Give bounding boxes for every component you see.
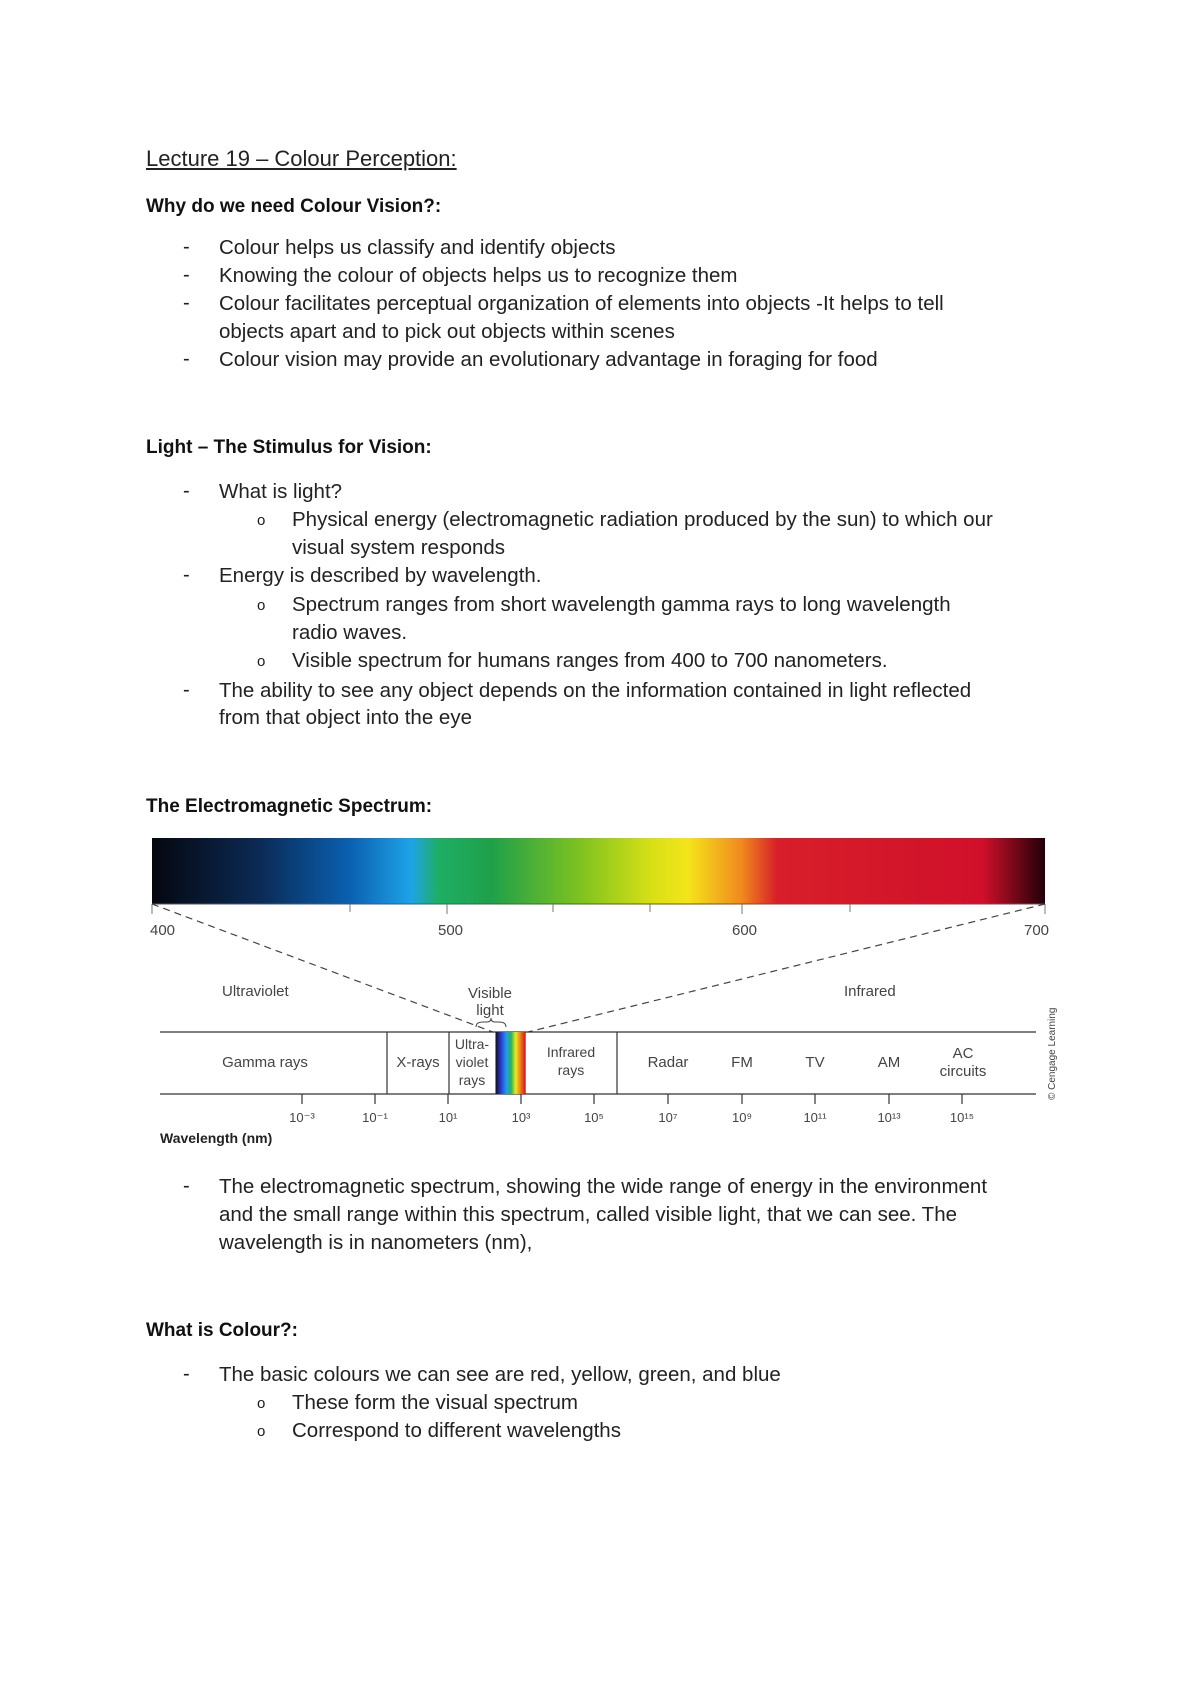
tick-label-700: 700	[1024, 922, 1050, 939]
wavelength-axis-label: Wavelength (nm)	[160, 1130, 273, 1146]
dash-marker: -	[183, 264, 190, 286]
sub-visual-spectrum: These form the visual spectrum	[292, 1391, 578, 1414]
figure-credit: © Cengage Learning	[1047, 1007, 1058, 1100]
band-ir-l2: rays	[557, 1062, 585, 1078]
mini-visible-band	[496, 1032, 525, 1094]
dash-marker: -	[183, 348, 190, 370]
bullet-organization: Colour facilitates perceptual organization of elements into objects -It helps to tell	[219, 292, 944, 315]
page-title: Lecture 19 – Colour Perception:	[146, 146, 457, 171]
scale-label-1e13: 10¹³	[877, 1110, 901, 1125]
band-uv-l2: violet	[455, 1054, 489, 1070]
sub-spectrum-range: Spectrum ranges from short wavelength gamma rays to long wavelength	[292, 593, 951, 616]
sub-spectrum-range-cont: radio waves.	[292, 621, 408, 644]
region-ultraviolet: Ultraviolet	[222, 983, 289, 1000]
scale-label-1e3: 10³	[511, 1110, 531, 1125]
scale-label-1e7: 10⁷	[658, 1110, 678, 1125]
tick-label-600: 600	[732, 922, 758, 939]
tick-label-400: 400	[150, 922, 176, 939]
band-xrays: X-rays	[396, 1054, 440, 1071]
scale-label-1e15: 10¹⁵	[949, 1110, 975, 1125]
bullet-energy-wavelength: Energy is described by wavelength.	[219, 564, 542, 587]
band-radar: Radar	[647, 1054, 689, 1071]
sub-physical-energy-cont: visual system responds	[292, 536, 506, 559]
scale-label-1e5: 10⁵	[584, 1110, 604, 1125]
bullet-recognize: Knowing the colour of objects helps us to recognize them	[219, 264, 738, 287]
scale-label-1e-3: 10⁻³	[289, 1110, 315, 1125]
heading-what-is-colour: What is Colour?:	[146, 1320, 298, 1341]
scale-label-1e-1: 10⁻¹	[362, 1110, 388, 1125]
caption-line-1: The electromagnetic spectrum, showing the wide range of energy in the environment	[219, 1175, 988, 1198]
bullet-what-is-light: What is light?	[219, 480, 343, 503]
dash-marker: -	[183, 236, 190, 258]
band-uv-l3: rays	[458, 1072, 486, 1088]
band-fm: FM	[731, 1054, 753, 1071]
scale-label-1e9: 10⁹	[731, 1110, 753, 1125]
region-infrared: Infrared	[844, 983, 896, 1000]
band-ac-l1: AC	[952, 1045, 974, 1062]
wavelength-scale-ticks	[302, 1094, 962, 1104]
bullet-basic-colours: The basic colours we can see are red, yellow, green, and blue	[219, 1363, 781, 1386]
band-ir-l1: Infrared	[546, 1044, 596, 1060]
tick-label-500: 500	[438, 922, 464, 939]
bullet-foraging: Colour vision may provide an evolutionary advantage in foraging for food	[219, 348, 878, 371]
region-visible-l1: Visible	[468, 985, 512, 1002]
caption-line-3: wavelength is in nanometers (nm),	[219, 1231, 533, 1254]
zoom-line-right	[528, 904, 1045, 1032]
dash-marker: -	[183, 679, 190, 701]
sub-bullet-marker: o	[257, 512, 266, 529]
scale-label-1e1: 10¹	[438, 1110, 458, 1125]
sub-bullet-marker: o	[257, 1423, 266, 1440]
visible-spectrum-bar	[152, 838, 1045, 904]
bullet-ability-to-see-cont: from that object into the eye	[219, 706, 472, 729]
dash-marker: -	[183, 480, 190, 502]
band-gamma: Gamma rays	[222, 1054, 308, 1071]
sub-visible-spectrum: Visible spectrum for humans ranges from 400 to 700 nanometers.	[292, 649, 888, 672]
heading-light-stimulus: Light – The Stimulus for Vision:	[146, 437, 432, 458]
band-am: AM	[877, 1054, 901, 1071]
dash-marker: -	[183, 1363, 190, 1385]
caption-line-2: and the small range within this spectrum, called visible light, that we can see. The	[219, 1203, 957, 1226]
sub-wavelengths: Correspond to different wavelengths	[292, 1419, 621, 1442]
sub-bullet-marker: o	[257, 653, 266, 670]
sub-bullet-marker: o	[257, 1395, 266, 1412]
band-tv: TV	[805, 1054, 825, 1071]
band-uv-l1: Ultra-	[454, 1036, 490, 1052]
sub-bullet-marker: o	[257, 597, 266, 614]
dash-marker: -	[183, 1175, 190, 1197]
visible-scale-ticks	[152, 904, 1045, 914]
bullet-classify: Colour helps us classify and identify objects	[219, 236, 616, 259]
region-visible-l2: light	[476, 1002, 504, 1019]
bullet-organization-cont: objects apart and to pick out objects within scenes	[219, 320, 675, 343]
heading-em-spectrum: The Electromagnetic Spectrum:	[146, 796, 433, 817]
dash-marker: -	[183, 564, 190, 586]
visible-brace	[476, 1018, 506, 1027]
heading-why-colour-vision: Why do we need Colour Vision?:	[146, 196, 442, 217]
sub-physical-energy: Physical energy (electromagnetic radiation produced by the sun) to which our	[292, 508, 993, 531]
dash-marker: -	[183, 292, 190, 314]
band-ac-l2: circuits	[939, 1063, 987, 1080]
scale-label-1e11: 10¹¹	[803, 1110, 827, 1125]
electromagnetic-spectrum-figure	[150, 830, 1070, 1160]
bullet-ability-to-see: The ability to see any object depends on the information contained in light reflected	[219, 679, 972, 702]
